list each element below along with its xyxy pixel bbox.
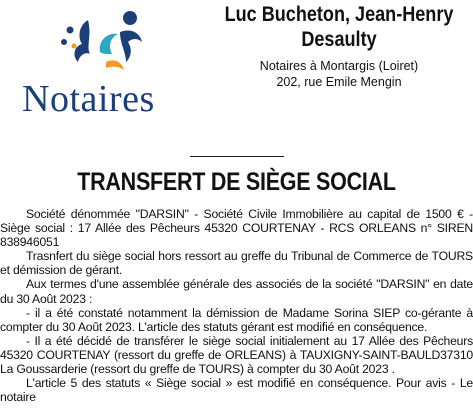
firm-location: Notaires à Montargis (Loiret)	[259, 59, 419, 73]
notaires-emblem-icon	[48, 8, 158, 80]
paragraph-resignation: - il a été constaté notamment la démission de Madame Sorina SIEP co-gérante à compter du 30 Août 2023. L'article des statuts gérant est modifié en conséquence.	[0, 305, 473, 334]
paragraph-assembly: Aux termes d'une assemblée générale des associés de la société "DARSIN" en date du 30 Août 2023 :	[0, 277, 473, 306]
paragraph-statutes: L'article 5 des statuts « Siège social » est modifié en conséquence. Pour avis - Le notaire	[0, 376, 473, 405]
firm-name-line2: Desaulty	[301, 28, 377, 51]
notice-title: TRANSFERT DE SIÈGE SOCIAL	[77, 168, 396, 196]
notice-body	[0, 207, 473, 404]
notary-header	[205, 2, 473, 90]
firm-name	[224, 2, 454, 52]
paragraph-company: Société dénommée "DARSIN" - Société Civile Immobilière au capital de 1500 € - Siège social : 17 Allée des Pêcheurs 45320 COURTENAY - RCS ORLEANS n° SIREN 838946051	[0, 207, 473, 250]
notaires-logo	[22, 8, 182, 120]
divider	[190, 156, 284, 157]
firm-address: 202, rue Emile Mengin	[276, 75, 402, 89]
paragraph-relocation: - Il a été décidé de transférer le siège social initialement au 17 Allée des Pêcheurs 45320 COURTENAY (ressort du greffe de ORLEANS) à TAUXIGNY-SAINT-BAULD37310 La Goussarderie (ressort du greffe de TOURS) à compter du 30 Août 2023 .	[0, 333, 473, 377]
paragraph-transfer: Trasnfert du siège social hors ressort au greffe du Tribunal de Commerce de TOURS et démission de gérant.	[0, 249, 473, 278]
logo-wordmark: Notaires	[22, 78, 155, 120]
firm-name-line1: Luc Bucheton, Jean-Henry	[224, 3, 454, 26]
